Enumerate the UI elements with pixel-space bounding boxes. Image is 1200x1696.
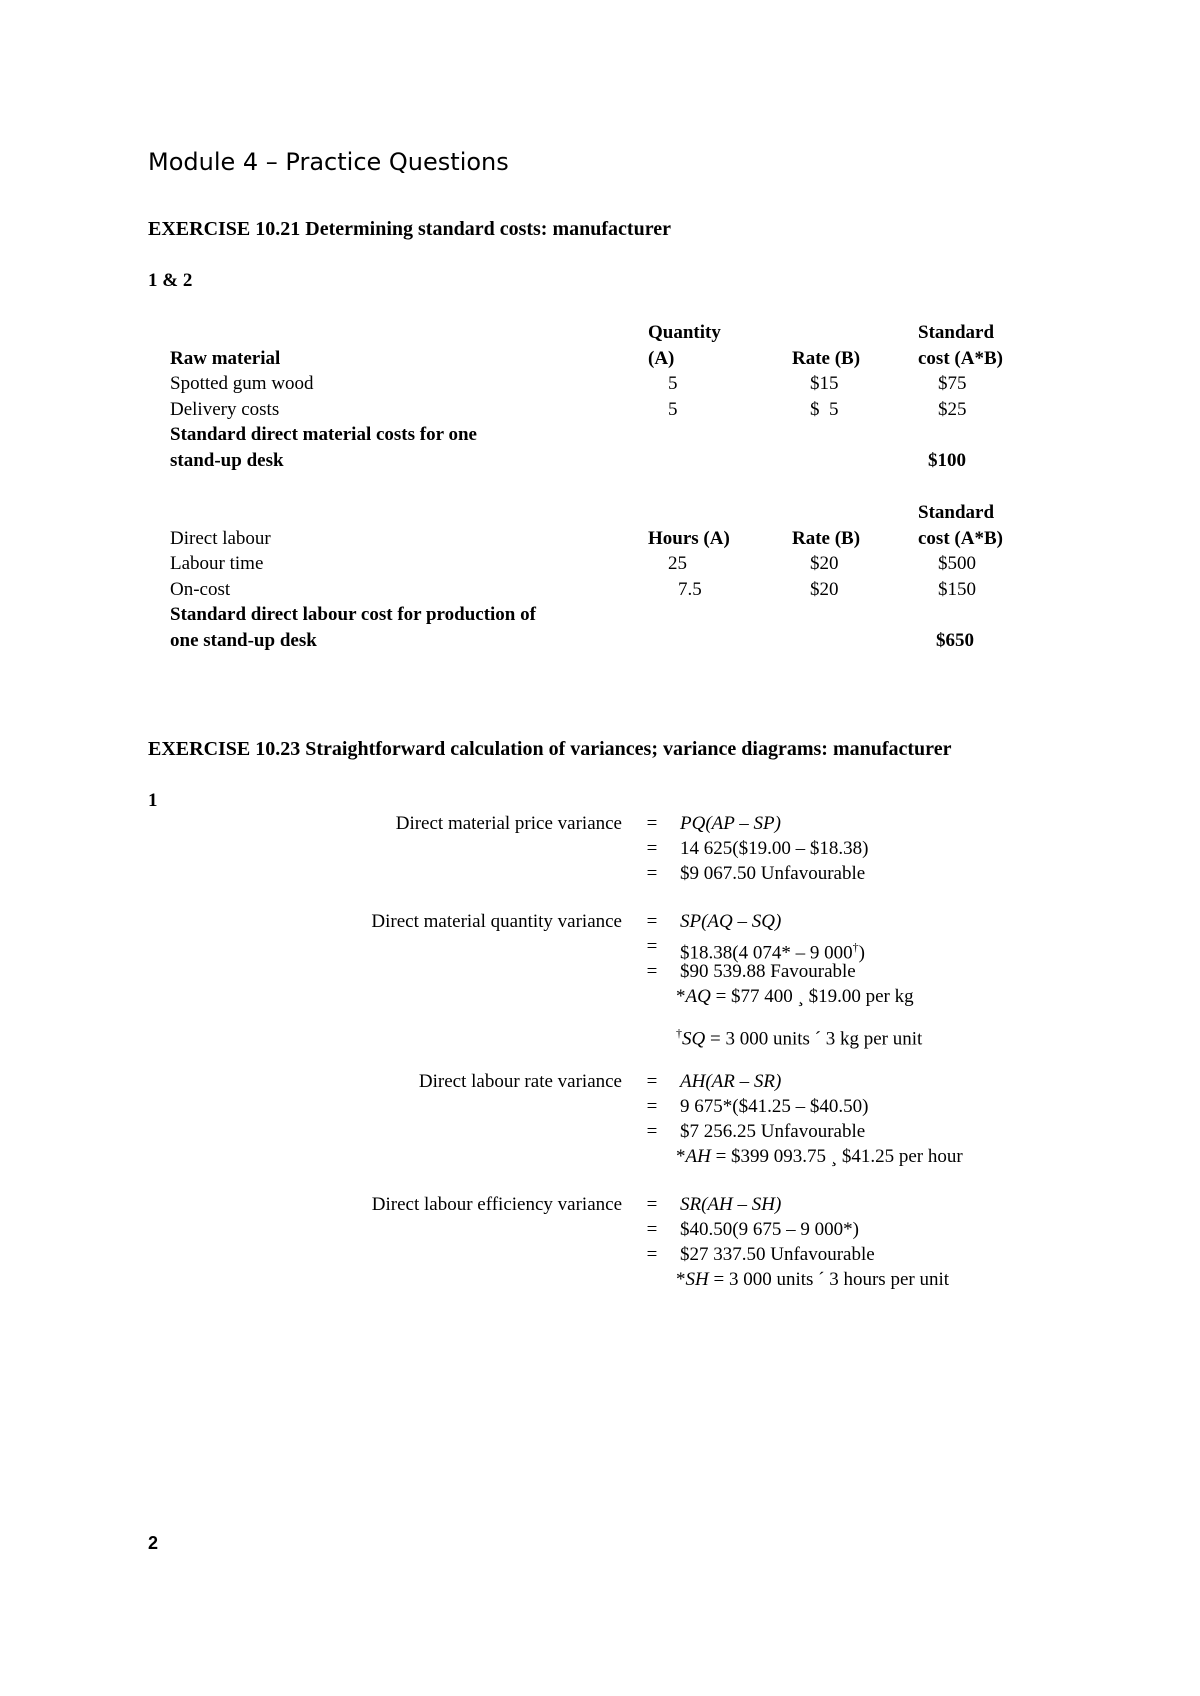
header-standard-cost: cost (A*B) (918, 528, 1003, 549)
header-hours: Hours (A) (648, 528, 730, 549)
material-total-label: Standard direct material costs for one (170, 424, 477, 445)
header-rate: Rate (B) (792, 528, 861, 549)
equals-sign: = (646, 1071, 658, 1092)
page-number: 2 (148, 1533, 159, 1553)
material-row-qty: 5 (668, 399, 678, 420)
equals-sign: = (646, 961, 658, 982)
footnote-var: SQ (682, 1028, 706, 1050)
labour-row-label: On-cost (170, 579, 231, 600)
material-row-cost: $75 (938, 373, 967, 394)
footnote-aq (676, 986, 914, 1008)
header-quantity-a: (A) (648, 348, 675, 369)
variance-result: $9 067.50 Unfavourable (680, 863, 866, 884)
variance-formula: PQ(AP – SP) (680, 813, 781, 834)
header-standard: Standard (918, 322, 995, 343)
equals-sign: = (646, 1244, 658, 1265)
equals-sign: = (646, 936, 658, 957)
footnote-sq (676, 1022, 922, 1050)
header-rate: Rate (B) (792, 348, 861, 369)
dagger-mark: † (676, 1026, 682, 1040)
dagger-mark: † (852, 940, 859, 954)
star-mark: * (676, 1269, 686, 1290)
calc-tail: ) (858, 942, 865, 964)
footnote-var: SH (685, 1269, 709, 1290)
equals-sign: = (646, 1121, 658, 1142)
material-row-label: Spotted gum wood (170, 373, 314, 394)
variance-calc-line: 9 675*($41.25 – $40.50) (680, 1096, 869, 1117)
material-total-label-cont: stand-up desk (170, 450, 284, 471)
labour-total-label-cont: one stand-up desk (170, 630, 317, 651)
variance-calc-line: $40.50(9 675 – 9 000*) (680, 1219, 859, 1240)
material-row-cost: $25 (938, 399, 967, 420)
equals-sign: = (646, 838, 658, 859)
exercise-heading-10-21: EXERCISE 10.21 Determining standard costs: manufacturer (148, 218, 671, 240)
variance-calc-line: 14 625($19.00 – $18.38) (680, 838, 869, 859)
labour-row-rate: $20 (810, 579, 839, 600)
labour-row-label: Labour time (170, 553, 264, 574)
calc-main: $18.38(4 074* – 9 000 (680, 942, 853, 964)
footnote-sh (676, 1269, 949, 1291)
equals-sign: = (646, 911, 658, 932)
labour-total-value: $650 (936, 630, 974, 651)
footnote-var: AH (685, 1146, 711, 1167)
equals-sign: = (646, 1194, 658, 1215)
star-mark: * (676, 1146, 686, 1167)
footnote-text: = $77 400 ¸ $19.00 per kg (710, 986, 914, 1007)
variance-formula: AH(AR – SR) (680, 1071, 782, 1092)
material-row-rate: $ 5 (810, 399, 839, 420)
material-row-rate: $15 (810, 373, 839, 394)
variance-label-material-quantity: Direct material quantity variance (371, 911, 622, 932)
header-raw-material: Raw material (170, 348, 281, 369)
footnote-var: AQ (685, 986, 711, 1007)
variance-result: $7 256.25 Unfavourable (680, 1121, 866, 1142)
labour-row-qty: 25 (668, 553, 687, 574)
equals-sign: = (646, 1096, 658, 1117)
variance-formula: SR(AH – SH) (680, 1194, 782, 1215)
header-standard: Standard (918, 502, 995, 523)
labour-total-label: Standard direct labour cost for production of (170, 604, 536, 625)
variance-result: $27 337.50 Unfavourable (680, 1244, 875, 1265)
equals-sign: = (646, 813, 658, 834)
equals-sign: = (646, 1219, 658, 1240)
header-standard-cost: cost (A*B) (918, 348, 1003, 369)
star-mark: * (676, 986, 686, 1007)
material-row-label: Delivery costs (170, 399, 280, 420)
labour-row-rate: $20 (810, 553, 839, 574)
footnote-ah (676, 1146, 963, 1168)
labour-row-cost: $150 (938, 579, 976, 600)
header-direct-labour: Direct labour (170, 528, 271, 549)
variance-label-labour-efficiency: Direct labour efficiency variance (371, 1194, 622, 1215)
labour-row-qty: 7.5 (678, 579, 702, 600)
footnote-text: = 3 000 units ´ 3 kg per unit (705, 1028, 923, 1050)
variance-label-labour-rate: Direct labour rate variance (418, 1071, 622, 1092)
footnote-text: = $399 093.75 ¸ $41.25 per hour (710, 1146, 963, 1167)
variance-formula: SP(AQ – SQ) (680, 911, 782, 932)
variance-result: $90 539.88 Favourable (680, 961, 856, 982)
part-label: 1 & 2 (148, 270, 193, 291)
page-title: Module 4 – Practice Questions (148, 148, 509, 176)
exercise-heading-10-23: EXERCISE 10.23 Straightforward calculation of variances; variance diagrams: manufacturer (148, 738, 952, 760)
equals-sign: = (646, 863, 658, 884)
labour-row-cost: $500 (938, 553, 976, 574)
variance-label-material-price: Direct material price variance (395, 813, 622, 834)
part-label: 1 (148, 790, 158, 811)
material-row-qty: 5 (668, 373, 678, 394)
footnote-text: = 3 000 units ´ 3 hours per unit (708, 1269, 950, 1290)
header-quantity: Quantity (648, 322, 721, 343)
material-total-value: $100 (928, 450, 966, 471)
